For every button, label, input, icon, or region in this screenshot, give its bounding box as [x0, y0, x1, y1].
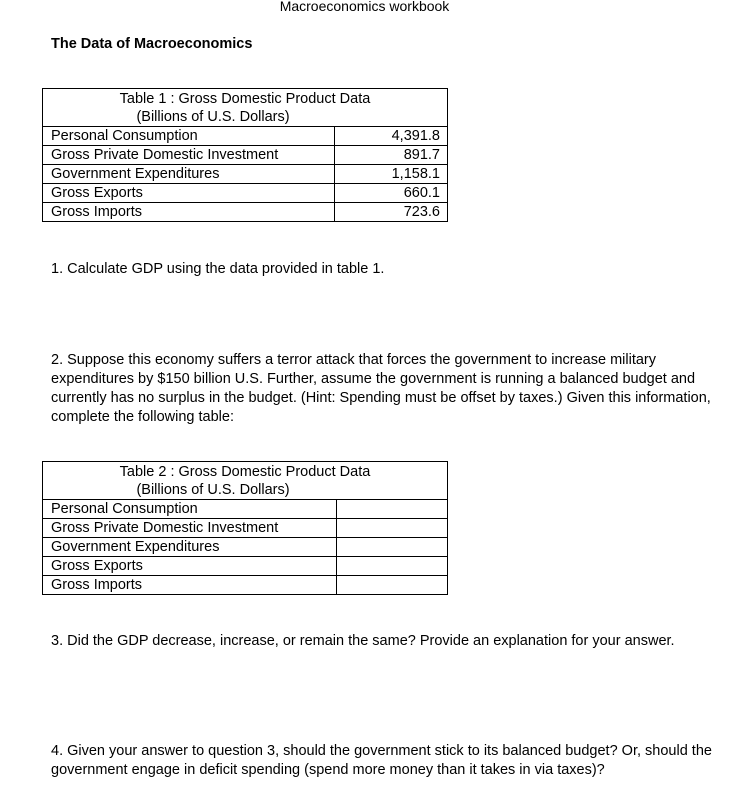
question-4: 4. Given your answer to question 3, should the government stick to its balanced budget? Or, should the government engage in deficit spending (spend more money than it takes in via taxes)? [51, 743, 712, 778]
table-caption [43, 462, 448, 500]
row-value: 723.6 [335, 203, 448, 222]
section-title: The Data of Macroeconomics [51, 36, 253, 52]
table-row [43, 557, 448, 576]
row-value: 660.1 [335, 184, 448, 203]
row-label: Gross Private Domestic Investment [43, 146, 335, 165]
blank-answer-cell[interactable] [336, 557, 447, 576]
blank-answer-cell[interactable] [336, 500, 447, 519]
row-value: 1,158.1 [335, 165, 448, 184]
row-label: Gross Exports [43, 557, 337, 576]
table-caption-row [43, 462, 448, 500]
question-2: 2. Suppose this economy suffers a terror attack that forces the government to increase military expenditures by $150 billion U.S. Further, assume the government is running a balanced budget and currently has no surplus in the budget. (Hint: Spending must be offset by taxes.) Given this information, complete the following table: [51, 352, 711, 425]
table-caption-row [43, 89, 448, 127]
row-label: Personal Consumption [43, 127, 335, 146]
table-row [43, 184, 448, 203]
row-label: Gross Imports [43, 203, 335, 222]
blank-answer-cell[interactable] [336, 538, 447, 557]
table-row [43, 203, 448, 222]
row-value: 891.7 [335, 146, 448, 165]
table-row [43, 576, 448, 595]
table-caption-line1: Table 2 : Gross Domestic Product Data [119, 463, 371, 480]
table-caption-line2: (Billions of U.S. Dollars) [136, 481, 290, 498]
row-label: Personal Consumption [43, 500, 337, 519]
question-1: 1. Calculate GDP using the data provided in table 1. [51, 261, 385, 277]
table-caption-line1: Table 1 : Gross Domestic Product Data [119, 90, 371, 107]
table-row [43, 538, 448, 557]
row-value: 4,391.8 [335, 127, 448, 146]
blank-answer-cell[interactable] [336, 576, 447, 595]
table-caption-line2: (Billions of U.S. Dollars) [136, 108, 290, 125]
row-label: Government Expenditures [43, 538, 337, 557]
blank-answer-cell[interactable] [336, 519, 447, 538]
question-3: 3. Did the GDP decrease, increase, or remain the same? Provide an explanation for your answer. [51, 633, 675, 649]
row-label: Gross Imports [43, 576, 337, 595]
table-row [43, 146, 448, 165]
table-caption [43, 89, 448, 127]
table-row [43, 127, 448, 146]
row-label: Gross Exports [43, 184, 335, 203]
row-label: Government Expenditures [43, 165, 335, 184]
document-header-title: Macroeconomics workbook [279, 0, 450, 14]
gdp-data-table-1 [42, 88, 448, 222]
table-row [43, 519, 448, 538]
gdp-data-table-2 [42, 461, 448, 595]
row-label: Gross Private Domestic Investment [43, 519, 337, 538]
table-row [43, 165, 448, 184]
table-row [43, 500, 448, 519]
